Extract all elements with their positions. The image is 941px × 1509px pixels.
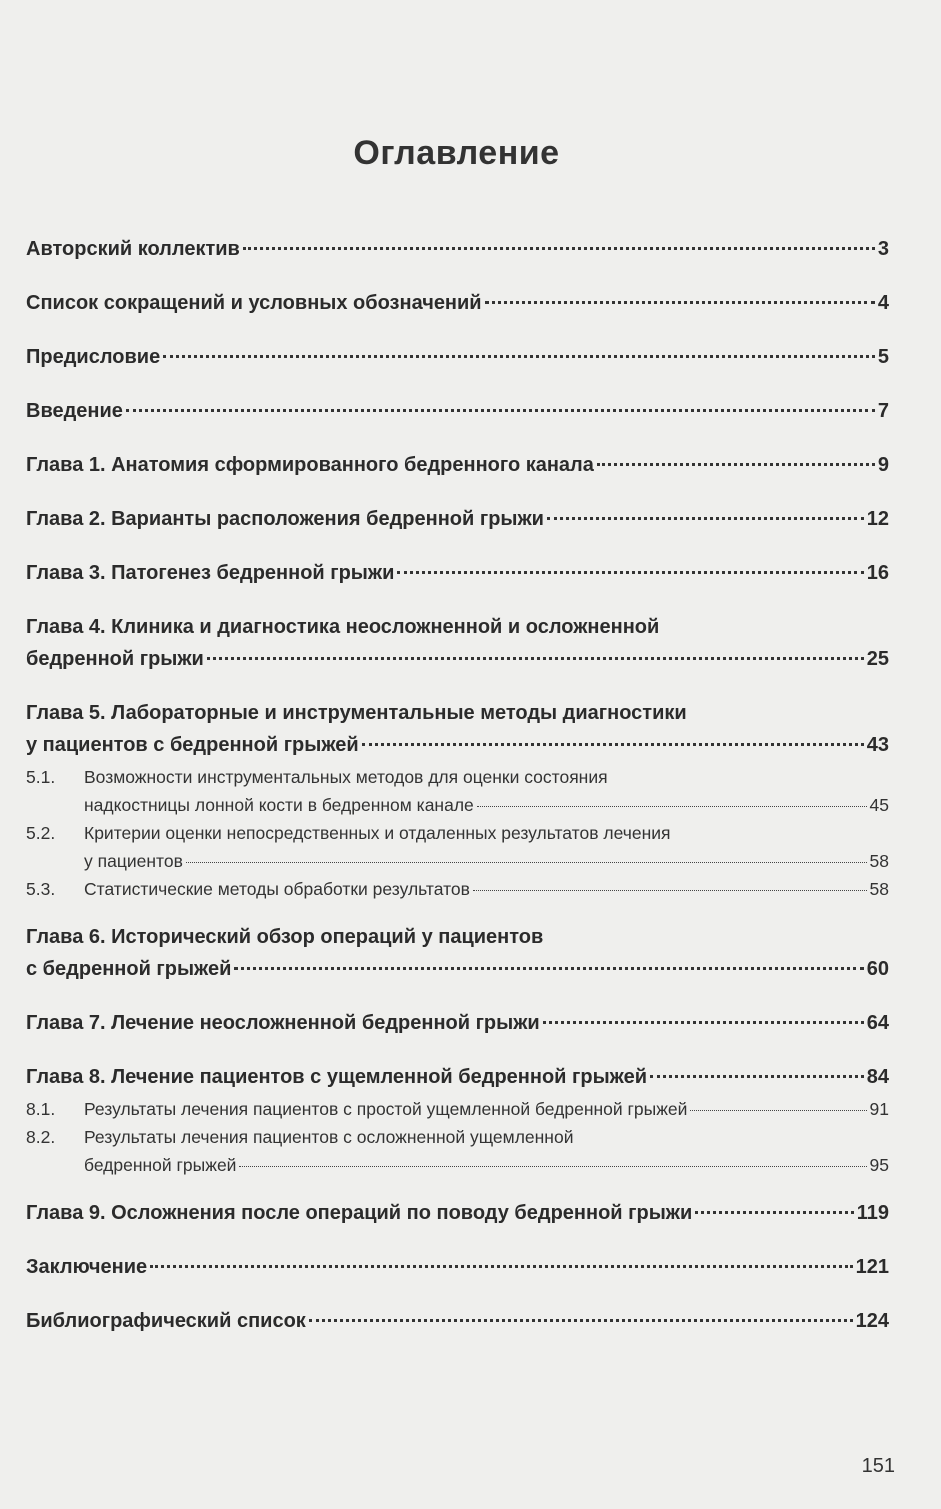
- page-number: 119: [856, 1202, 889, 1224]
- section-number: 8.1.: [26, 1099, 56, 1119]
- toc-entry-chapter-9: Глава 9. Осложнения после операций по поводу бедренной грыжи 119: [26, 1197, 889, 1229]
- dot-leader: [207, 657, 864, 660]
- toc-entry-bibliography: Библиографический список 124: [26, 1305, 889, 1337]
- toc-entry-abbreviations: Список сокращений и условных обозначений 4: [26, 287, 889, 319]
- dot-leader: [485, 301, 875, 304]
- page-number: 4: [877, 292, 889, 314]
- page-number: 84: [866, 1066, 889, 1088]
- toc-entry-conclusion: Заключение 121: [26, 1251, 889, 1283]
- page-number: 5: [877, 346, 889, 368]
- toc-entry-authors: Авторский коллектив 3: [26, 233, 889, 265]
- dot-leader: [597, 463, 875, 466]
- toc-entry-introduction: Введение 7: [26, 395, 889, 427]
- toc-entry-chapter-1: Глава 1. Анатомия сформированного бедренного канала 9: [26, 449, 889, 481]
- dot-leader: [473, 890, 867, 891]
- chapter-5-sections: [26, 763, 889, 903]
- dot-leader: [547, 517, 864, 520]
- section-number: 5.1.: [26, 767, 56, 787]
- toc-entry-chapter-6: Глава 6. Исторический обзор операций у пациентов с бедренной грыжей 60: [26, 921, 889, 985]
- page-number: 91: [869, 1099, 889, 1119]
- toc-entry-chapter-2: Глава 2. Варианты расположения бедренной грыжи 12: [26, 503, 889, 535]
- toc-subentry-8-1: 8.1. Результаты лечения пациентов с простой ущемленной бедренной грыжей 91: [26, 1095, 889, 1123]
- page-number: 121: [855, 1256, 889, 1278]
- dot-leader: [397, 571, 863, 574]
- section-number: 8.2.: [26, 1127, 56, 1147]
- page-title: Оглавление: [353, 134, 560, 172]
- dot-leader: [243, 247, 875, 250]
- folio-page-number: 151: [861, 1455, 895, 1477]
- page-number: 45: [869, 795, 889, 815]
- chapter-8-sections: [26, 1095, 889, 1179]
- dot-leader: [126, 409, 875, 412]
- toc-subentry-5-1: 5.1. Возможности инструментальных методов для оценки состояния надкостницы лонной кости в бедренном канале 45: [26, 763, 889, 819]
- toc-entry-preface: Предисловие 5: [26, 341, 889, 373]
- dot-leader: [163, 355, 875, 358]
- section-number: 5.3.: [26, 879, 56, 899]
- toc-subentry-5-2: 5.2. Критерии оценки непосредственных и отдаленных результатов лечения у пациентов 58: [26, 819, 889, 875]
- toc-subentry-5-3: 5.3. Статистические методы обработки результатов 58: [26, 875, 889, 903]
- dot-leader: [650, 1075, 864, 1078]
- page-number: 60: [866, 958, 889, 980]
- dot-leader: [477, 806, 867, 807]
- dot-leader: [234, 967, 863, 970]
- dot-leader: [690, 1110, 866, 1111]
- toc-entry-chapter-3: Глава 3. Патогенез бедренной грыжи 16: [26, 557, 889, 589]
- dot-leader: [309, 1319, 853, 1322]
- page-number: 16: [866, 562, 889, 584]
- page-number: 12: [866, 508, 889, 530]
- dot-leader: [150, 1265, 852, 1268]
- page-number: 58: [869, 851, 889, 871]
- page-number: 43: [866, 734, 889, 756]
- page-number: 95: [869, 1155, 889, 1175]
- toc-entry-chapter-7: Глава 7. Лечение неосложненной бедренной грыжи 64: [26, 1007, 889, 1039]
- toc-entry-chapter-5: Глава 5. Лабораторные и инструментальные методы диагностики у пациентов с бедренной грыжей 43: [26, 697, 889, 761]
- dot-leader: [543, 1021, 864, 1024]
- page-number: 3: [877, 238, 889, 260]
- section-number: 5.2.: [26, 823, 56, 843]
- page-number: 9: [877, 454, 889, 476]
- dot-leader: [186, 862, 867, 863]
- toc-entry-chapter-8: Глава 8. Лечение пациентов с ущемленной бедренной грыжей 84: [26, 1061, 889, 1093]
- page-number: 58: [869, 879, 889, 899]
- dot-leader: [239, 1166, 866, 1167]
- dot-leader: [695, 1211, 853, 1214]
- toc-list: [26, 233, 889, 1337]
- page-number: 124: [855, 1310, 889, 1332]
- page-number: 25: [866, 648, 889, 670]
- toc-subentry-8-2: 8.2. Результаты лечения пациентов с осложненной ущемленной бедренной грыжей 95: [26, 1123, 889, 1179]
- toc-entry-chapter-4: Глава 4. Клиника и диагностика неосложненной и осложненной бедренной грыжи 25: [26, 611, 889, 675]
- dot-leader: [362, 743, 864, 746]
- page-number: 64: [866, 1012, 889, 1034]
- page-number: 7: [877, 400, 889, 422]
